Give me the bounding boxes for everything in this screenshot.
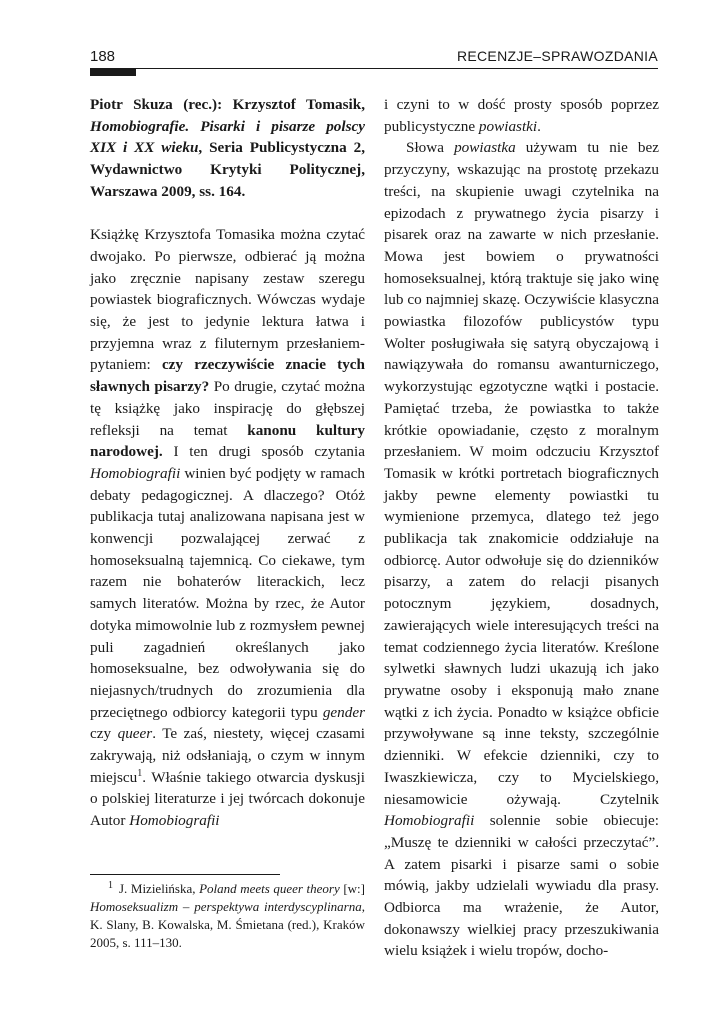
text-run: Po drugie, czytać można tę książkę jako inspirację do głębszej refleksji na temat: [90, 378, 365, 439]
text-run: winien być podjęty w ramach debaty pedagogicznej. A dlaczego? Otóż publikacja tutaj analizowana napisana jest w konwencji pozwalającej zerwać z homoseksualną tajemnicą. Co ciekawe, tym razem nie bohaterów literackich, lecz samych literatów. Można by rzec, że Autor dotyka mimowolnie lub z rozmysłem pewnej puli zagadnień określanych jako homoseksualne, bez odwoływania się do niejasnych/trudnych do zrozumienia dla przeciętnego odbiorcy kategorii typu: [90, 464, 365, 721]
book-title-ref: Homobiografii: [384, 812, 475, 830]
review-author: Piotr Skuza (rec.): Krzysztof Tomasik,: [90, 96, 365, 113]
term-queer: queer: [117, 725, 153, 743]
body-paragraph-1: [90, 224, 365, 832]
footnote-rule: [90, 874, 280, 875]
review-publication: , Seria Publicystyczna 2, Wydawnictwo Krytyki Politycznej, Warszawa 2009, ss. 164.: [90, 139, 365, 200]
text-run: używam tu nie bez przyczyny, wskazując na prostotę przekazu treści, na skupienie uwagi czytelnika na epizodach z prywatnego życia pisarzy i pisarek oraz na zawarte w nich przesłanie. Mowa jest bowiem o prywatności homoseksualnej, którą traktuje się jako winę lub co najmniej skazę. Oczywiście klasyczna powiastka filozofów publicystów typu Wolter posługiwała się satyrą obyczajową i nawiązywała do romansu awanturniczego, wykorzystując egzotyczne wątki i postacie. Pamiętać trzeba, że powiastka to także krótkie opowiadanie, często z moralnym przesłaniem. W moim odczuciu Krzysztof Tomasik w krótki portretach biograficznych jakby pewne elementy powiastki tu wymienione przemyca, dlatego też jego publikacja tak znakomicie oddziałuje na odbiorcę. Autor odwołuje się do dzienników pisarzy, a zatem do relacji pisanych potocznym językiem, dosadnych, zawierających wiele interesujących treści na temat codziennego życia literatów. Kreślone sylwetki sławnych ludzi ukazują ich jako prywatne osoby i eksponują mało znane wątki z ich życia. Ponadto w książce obficie przywoływane są inne teksty, szczególnie dzienniki. W efekcie dzienniki, czy to Iwaszkiewicza, czy to Mycielskiego, niesamowicie ożywają. Czytelnik: [384, 139, 659, 808]
emphasis-canon: kanonu kultury narodowej.: [90, 421, 365, 461]
cited-title: Poland meets queer theory: [199, 881, 340, 896]
text-run: [w:]: [339, 881, 365, 896]
text-run: J. Mizielińska,: [119, 881, 200, 896]
running-head: RECENZJE–SPRAWOZDANIA: [456, 48, 658, 64]
text-run: solennie sobie obiecuje: „Muszę te dzienniki w całości przeczytać”. A zatem pisarki i pisarze sami o sobie mówią, jakby udzielali wywiadu dla prasy. Odbiorca ma wrażenie, że Autor, dokonawszy wielkiej pracy przeszukiwania wielu książek i wielu tropów, docho-: [384, 812, 659, 960]
text-run: . Te zaś, niestety, więcej czasami zakrywają, niż odsłaniają, o czym w innym miejscu: [90, 725, 365, 786]
text-run: , K. Slany, B. Kowalska, M. Śmietana (red.), Kraków 2005, s. 111–130.: [90, 899, 365, 950]
footnote: [90, 880, 365, 952]
review-heading: [90, 94, 365, 203]
left-column: [90, 94, 365, 832]
page-header: [90, 44, 658, 68]
text-run: Słowa: [406, 139, 455, 157]
text-run: i czyni to w dość prosty sposób poprzez publicystyczne: [384, 96, 659, 135]
term-powiastki: powiastki: [478, 117, 538, 135]
footnote-reference: 1: [137, 767, 143, 779]
book-title-ref: Homobiografii: [90, 464, 181, 482]
review-title: Homobiografie. Pisarki i pisarze polscy XIX i XX wieku: [90, 117, 365, 157]
body-paragraph-1-continued: [384, 94, 659, 137]
book-title-ref: Homobiografii: [129, 812, 220, 830]
term-powiastka: powiastka: [454, 139, 516, 157]
right-column: [384, 94, 659, 962]
page-number: 188: [90, 48, 116, 65]
cited-book: Homoseksualizm – perspektywa interdyscyplinarna: [90, 899, 362, 914]
text-run: Książkę Krzysztofa Tomasika można czytać dwojako. Po pierwsze, odbierać ją można jako zręcznie napisany zestaw szeregu powiastek biograficznych. Wówczas wydaje się, że jest to jedynie lektura łatwa i przyjemna wraz z filuternym przesłaniem-pytaniem:: [90, 226, 365, 374]
footnote-number: 1: [108, 879, 113, 891]
body-paragraph-2: [384, 137, 659, 962]
text-run: . Właśnie takiego otwarcia dyskusji o polskiej literaturze i jej twórcach dokonuje Autor: [90, 768, 365, 830]
term-gender: gender: [322, 703, 365, 721]
header-rule: [90, 68, 658, 69]
emphasis-question: czy rzeczywiście znacie tych sławnych pisarzy?: [90, 356, 365, 396]
text-run: .: [537, 117, 541, 135]
text-run: I ten drugi sposób czytania: [162, 443, 365, 461]
header-marker-block: [90, 68, 136, 76]
text-run: czy: [90, 725, 118, 743]
